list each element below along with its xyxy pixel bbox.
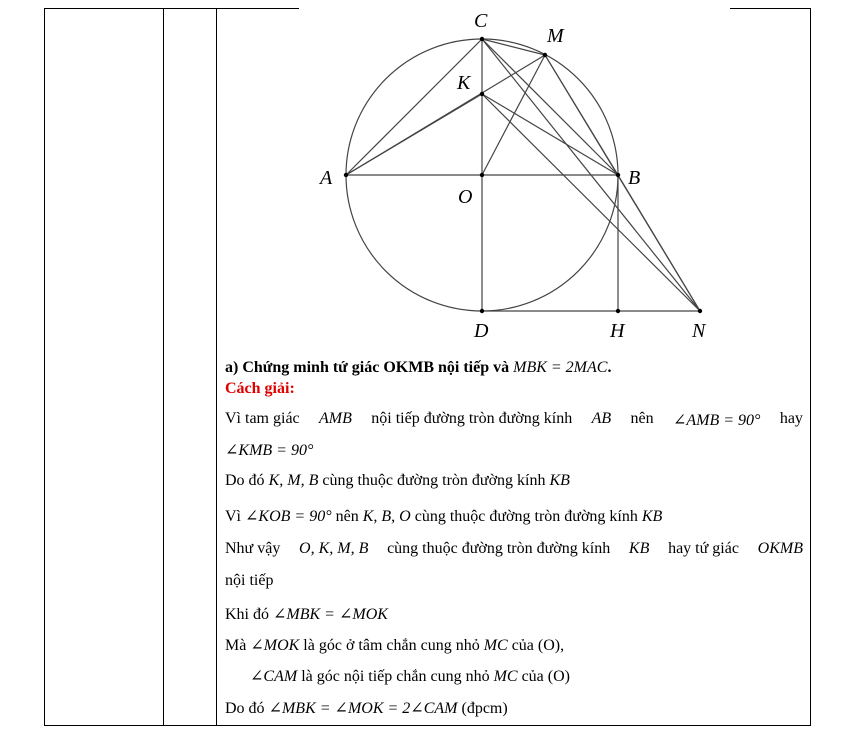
l4a: Vì [225, 508, 245, 525]
segment-kb [482, 94, 618, 175]
label-m: M [547, 25, 564, 47]
l1d: AB [591, 410, 612, 427]
l7a: Khi đó [225, 606, 273, 623]
label-o: O [458, 186, 473, 208]
label-h: H [610, 320, 625, 342]
l3c: cùng thuộc đường tròn đường kính [318, 472, 550, 489]
point-h [616, 309, 620, 313]
l5e: hay tứ giác [668, 540, 739, 557]
l1f: ∠AMB = 90° [672, 412, 761, 429]
label-n: N [692, 320, 706, 342]
table-border-top-left [44, 8, 299, 9]
label-k: K [457, 72, 471, 94]
geometry-figure [300, 0, 730, 350]
l8a: Mà [225, 637, 251, 654]
table-border-col2 [216, 8, 217, 726]
label-d: D [474, 320, 489, 342]
table-border-top-right [730, 8, 811, 9]
heading-suffix: . [607, 359, 612, 376]
l9a: ∠CAM [250, 668, 298, 685]
solution-line-8 [225, 635, 564, 655]
point-k [480, 92, 484, 96]
method-label: Cách giải: [225, 380, 295, 397]
l5d: KB [628, 540, 650, 557]
l10a: Do đó [225, 700, 269, 717]
solution-line-5 [225, 540, 803, 558]
heading-math: MBK = 2MAC [513, 359, 608, 376]
point-c [480, 37, 484, 41]
question-heading [225, 359, 611, 377]
l8c: là góc ở tâm chắn cung nhỏ [299, 637, 484, 654]
l10b: ∠MBK = ∠MOK = 2∠CAM [268, 700, 458, 717]
solution-line-4 [225, 506, 662, 526]
l5c: cùng thuộc đường tròn đường kính [387, 540, 611, 557]
l4d: K, B, O [362, 508, 411, 525]
l1e: nên [630, 410, 654, 427]
solution-line-1 [225, 410, 803, 430]
point-d [480, 309, 484, 313]
segment-mo [482, 55, 545, 175]
table-border-bottom [44, 725, 811, 726]
label-b: B [628, 167, 641, 189]
point-n [698, 309, 702, 313]
l9c: MC [493, 668, 518, 685]
point-a [344, 173, 348, 177]
segment-cm [482, 39, 545, 55]
segment-ak [346, 94, 482, 175]
solution-line-2: ∠KMB = 90° [225, 442, 314, 459]
l1a: Vì tam giác [225, 410, 300, 427]
l3a: Do đó [225, 472, 269, 489]
l5b: O, K, M, B [299, 540, 369, 557]
l8e: của (O), [507, 637, 565, 654]
l4c: nên [331, 508, 363, 525]
l1b: AMB [319, 410, 352, 427]
l5a: Như vậy [225, 540, 281, 557]
solution-line-7 [225, 604, 388, 624]
l8b: ∠MOK [250, 637, 300, 654]
segment-bn [618, 175, 700, 311]
l3b: K, M, B [268, 472, 319, 489]
l1c: nội tiếp đường tròn đường kính [371, 410, 573, 427]
solution-line-6: nội tiếp [225, 572, 274, 589]
point-m [543, 53, 547, 57]
heading-prefix: a) Chứng minh tứ giác OKMB nội tiếp và [225, 359, 514, 376]
l4e: cùng thuộc đường tròn đường kính [410, 508, 642, 525]
label-c: C [474, 10, 488, 32]
solution-line-9 [250, 666, 570, 686]
l1g: hay [779, 410, 803, 427]
l4f: KB [641, 508, 663, 525]
table-border-left [44, 8, 45, 726]
point-b [616, 173, 620, 177]
l7b: ∠MBK = ∠MOK [273, 606, 388, 623]
segment-cb [482, 39, 618, 175]
l10c: (đpcm) [457, 700, 508, 717]
table-border-right [810, 8, 811, 726]
solution-line-3 [225, 472, 570, 490]
segment-kn [482, 94, 700, 311]
table-border-col1 [163, 8, 164, 726]
l3d: KB [549, 472, 570, 489]
l4b: ∠KOB = 90° [245, 508, 332, 525]
solution-line-10 [225, 698, 508, 718]
l8d: MC [483, 637, 508, 654]
l9d: của (O) [517, 668, 570, 685]
point-o [480, 173, 484, 177]
label-a: A [320, 167, 333, 189]
l5f: OKMB [757, 540, 803, 557]
l9b: là góc nội tiếp chắn cung nhỏ [297, 668, 494, 685]
segment-ac [346, 39, 482, 175]
